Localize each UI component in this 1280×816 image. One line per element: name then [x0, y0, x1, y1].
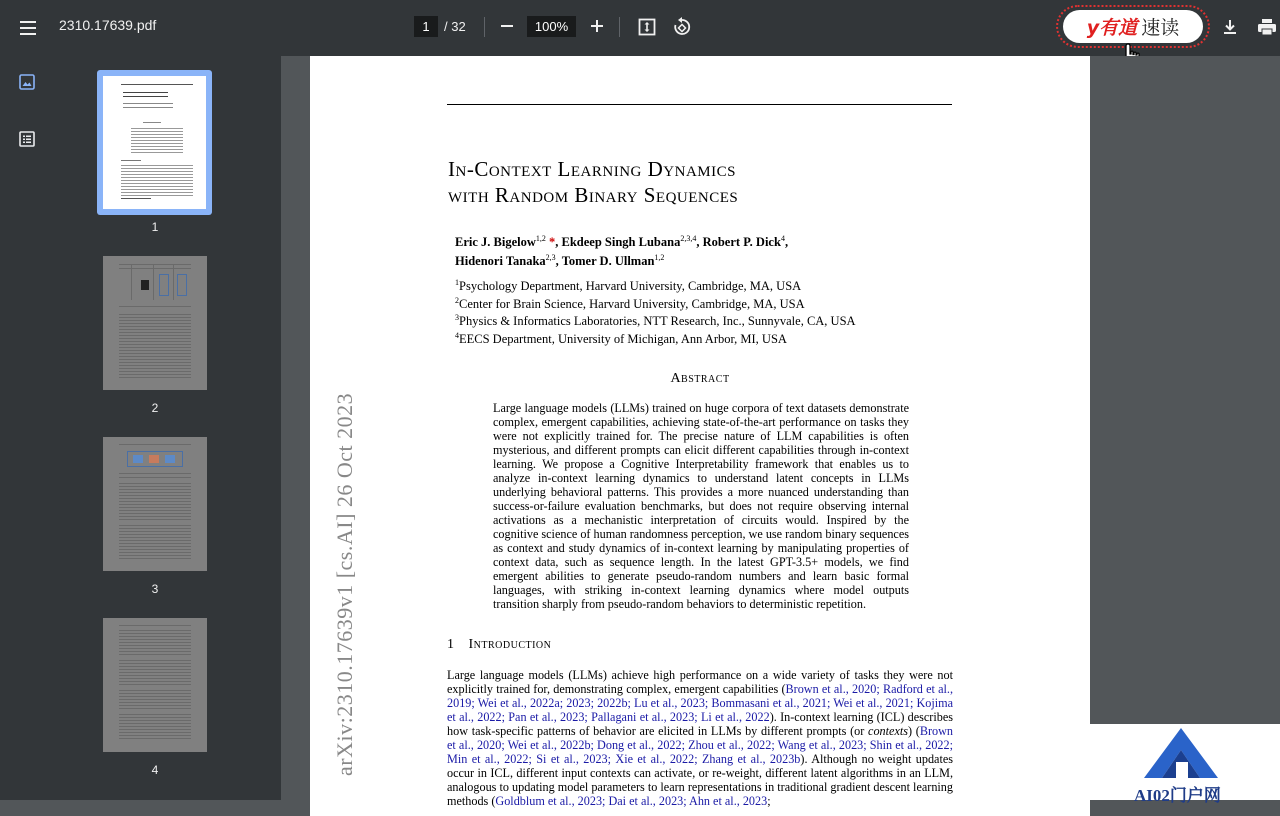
abstract-text: Large language models (LLMs) trained on huge corpora of text datasets demonstrate complex, emergent capabilities, achieving state-of-the-art performance on tasks they were not explicitly trained for. The precise nature of LLM capabilities is often mysterious, and different prompts can elicit different capabilities through in-context learning. We propose a Cognitive Interpretability framework that enables us to analyze in-context learning dynamics to understand latent concepts in LLMs underlying behavioral patterns. This provides a more nuanced understanding than success-or-failure evaluation benchmarks, but does not require observing internal activations as a mechanistic interpretation of circuits would. Inspired by the cognitive science of human randomness perception, we use random binary sequences as context and study dynamics of in-context learning by manipulating properties of context data, such as sequence length. In the latest GPT-3.5+ models, we find emergent abilities to generate pseudo-random numbers and learn basic formal languages, with striking in-context learning dynamics where model outputs transition sharply from pseudo-random behaviors to deterministic repetition. — [493, 401, 909, 611]
author-name: , Ekdeep Singh Lubana — [555, 235, 681, 250]
section-number: 1 — [447, 637, 455, 652]
section-title: Introduction — [468, 637, 552, 652]
author-name: , Robert P. Dick — [696, 235, 781, 250]
youdao-label: 速读 — [1141, 17, 1180, 39]
page-thumbnail-4[interactable] — [103, 618, 207, 752]
affiliations — [455, 276, 856, 347]
title-rule — [447, 104, 952, 105]
author-name: , Tomer D. Ullman — [555, 254, 655, 269]
citation-link[interactable]: Brown et al., 2020; Wei et al., 2022b; Dong et al., 2022; Zhou et al., 2022; Wang et al., 2023; Shin et al., 2022; Min et al., 2022; Si et al., 2023; Xie et al., 2022; Zhang et al., 2023b — [447, 724, 954, 766]
page-number-input[interactable]: 1 — [414, 16, 438, 37]
thumbnail-label: 1 — [151, 220, 159, 234]
thumbnail-sidebar — [0, 56, 281, 800]
author-list: Eric J. Bigelow$^{1,2}$ *, Ekdeep Singh Lubana$^{2,3,4}$, Robert P. Dick$^4$, Hidenori Tanaka$^{2,3}$, Tomer D. Ullman$^{1,2}$ — [455, 234, 789, 269]
citation-link[interactable]: Goldblum et al., 2023; Dai et al., 2023; Ahn et al., 2023 — [495, 794, 768, 808]
author-affil-sup: 1,2 — [654, 253, 665, 263]
pdf-toolbar — [0, 0, 1280, 56]
author-name: Hidenori Tanaka — [455, 254, 546, 269]
site-watermark — [1090, 724, 1280, 805]
page-thumbnail-1[interactable] — [97, 70, 212, 215]
toolbar-divider — [619, 17, 620, 37]
author-name: Eric J. Bigelow — [455, 235, 536, 250]
author-affil-sup: 2,3 — [545, 253, 556, 263]
rotate-icon[interactable] — [672, 17, 692, 37]
title-line-1: In-Context Learning Dynamics — [448, 157, 736, 181]
citation-link[interactable]: Brown et al., 2020; Radford et al., 2019; Wei et al., 2022a; 2023; 2022b; Lu et al., 2023; Bommasani et al., 2021; Wei et al., 2021; Kojima et al., 2022; Pan et al., 2023; Pallagani et al., 2023; Li et al., 2022 — [447, 682, 953, 724]
affiliation-line: $^1$Psychology Department, Harvard University, Cambridge, MA, USA — [455, 278, 802, 294]
intro-paragraph: Large language models (LLMs) achieve high performance on a wide variety of tasks they were not explicitly trained for, demonstrating complex, emergent capabilities (Brown et al., 2020; Radford et al., 2019; Wei et al., 2022a; 2023; 2022b; Lu et al., 2023; Bommasani et al., 2021; Wei et al., 2021; Kojima et al., 2022; Pan et al., 2023; Pallagani et al., 2023; Li et al., 2022). In-context learning (ICL) describes how task-specific patterns of behavior are elicited in LLMs by different prompts (or contexts) (Brown et al., 2020; Wei et al., 2022b; Dong et al., 2022; Zhou et al., 2022; Wang et al., 2023; Shin et al., 2022; Min et al., 2022; Si et al., 2023; Xie et al., 2022; Zhang et al., 2023b). Although no weight updates occur in ICL, different input contexts can activate, or re-weight, different latent algorithms in an LLM, analogous to updating model parameters to learn representations in traditional gradient descent learning methods (Goldblum et al., 2023; Dai et al., 2023; Ahn et al., 2023; — [447, 668, 954, 808]
paper-title — [448, 156, 738, 208]
watermark-logo-icon — [1142, 726, 1220, 780]
zoom-in-button[interactable] — [589, 18, 605, 34]
zoom-level-input[interactable]: 100% — [527, 16, 576, 37]
thumbnail-label: 3 — [151, 582, 159, 596]
equal-contrib-mark: * — [545, 235, 556, 250]
document-viewer[interactable] — [281, 56, 1280, 808]
affiliation-line: $^2$Center for Brain Science, Harvard University, Cambridge, MA, USA — [455, 295, 805, 311]
arxiv-stamp: arXiv:2310.17639v1 [cs.AI] 26 Oct 2023 — [332, 392, 357, 776]
affiliation-line: $^4$EECS Department, University of Michigan, Ann Arbor, MI, USA — [455, 330, 787, 347]
thumbnail-label: 2 — [151, 401, 159, 415]
pdf-page-1 — [310, 56, 1090, 816]
toolbar-divider — [484, 17, 485, 37]
title-line-2: with Random Binary Sequences — [448, 183, 739, 207]
watermark-text: AI02门户网 — [1134, 786, 1221, 805]
page-thumbnail-3[interactable] — [103, 437, 207, 571]
menu-icon[interactable] — [14, 14, 42, 42]
author-affil-sup: 1,2 — [535, 234, 546, 243]
page-total: / 32 — [444, 19, 466, 34]
author-affil-sup: 2,3,4 — [680, 234, 697, 243]
thumbnail-view-icon[interactable] — [18, 73, 36, 91]
outline-view-icon[interactable] — [18, 130, 36, 148]
section-heading — [447, 637, 551, 653]
zoom-out-button[interactable] — [499, 18, 515, 34]
page-thumbnail-2[interactable] — [103, 256, 207, 390]
print-icon[interactable] — [1256, 17, 1278, 37]
author-affil-sup: 4 — [780, 234, 785, 243]
fit-to-page-icon[interactable] — [638, 18, 656, 36]
download-icon[interactable] — [1220, 17, 1240, 37]
abstract-heading: Abstract — [670, 371, 730, 386]
affiliation-line: $^3$Physics & Informatics Laboratories, NTT Research, Inc., Sunnyvale, CA, USA — [455, 313, 856, 329]
file-name: 2310.17639.pdf — [59, 17, 157, 33]
youdao-logo: y有道 — [1086, 17, 1138, 39]
thumbnail-label: 4 — [151, 763, 159, 777]
